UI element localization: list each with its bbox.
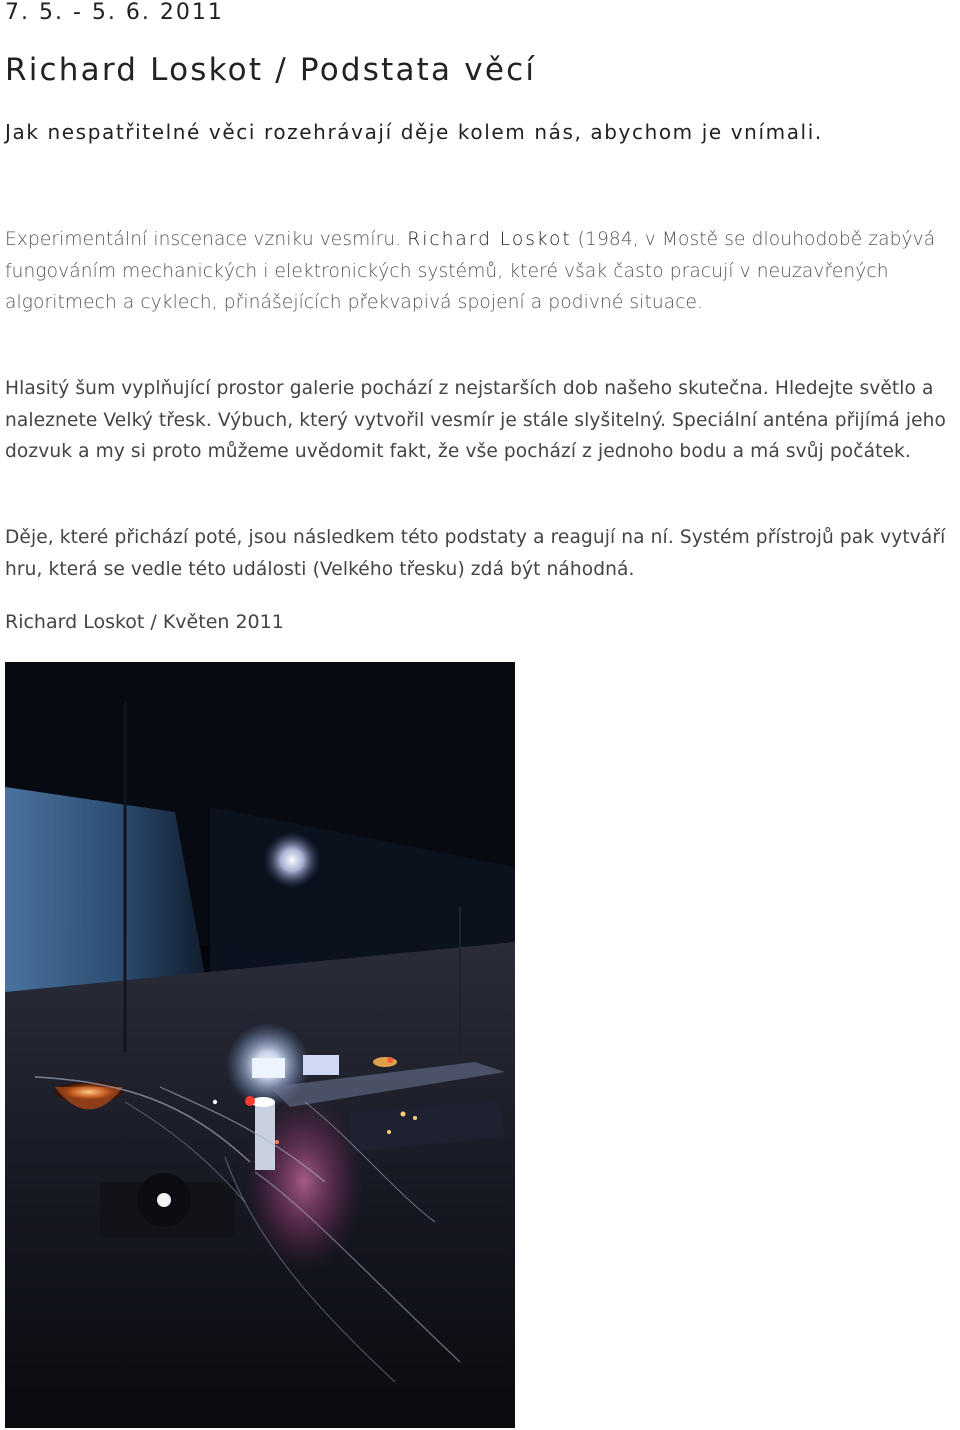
exhibition-date: 7. 5. - 5. 6. 2011 bbox=[5, 0, 224, 25]
installation-photo bbox=[5, 662, 515, 1428]
noise-paragraph: Hlasitý šum vyplňující prostor galerie pochází z nejstarších dob našeho skutečna. Hledejte světlo a naleznete Velký třesk. Výbuch, který vytvořil vesmír je stále slyšitelný. Speciální anténa přijímá jeho dozvuk a my si proto můžeme uvědomit fakt, že vše pochází z jednoho bodu a má svůj počátek. bbox=[5, 378, 947, 462]
signature: Richard Loskot / Květen 2011 bbox=[5, 611, 284, 633]
system-paragraph: Děje, které přichází poté, jsou následkem této podstaty a reagují na ní. Systém přístrojů pak vytváří hru, která se vedle této události (Velkého třesku) zdá být náhodná. bbox=[5, 527, 946, 580]
installation-photo-art bbox=[5, 662, 515, 1428]
intro-paragraph bbox=[5, 224, 955, 319]
page-subtitle: Jak nespatřitelné věci rozehrávají děje kolem nás, abychom je vnímali. bbox=[5, 120, 823, 144]
artist-name: Richard Loskot bbox=[407, 229, 572, 250]
page-title: Richard Loskot / Podstata věcí bbox=[5, 52, 537, 88]
intro-text-end: (1984, v Mostě se dlouhodobě zabývá fungováním mechanických i elektronických systémů, které však často pracují v neuzavřených algoritmech a cyklech, přinášejících překvapivá spojení a podivné situace. bbox=[5, 229, 936, 313]
intro-text-start: Experimentální inscenace vzniku vesmíru. bbox=[5, 229, 408, 250]
